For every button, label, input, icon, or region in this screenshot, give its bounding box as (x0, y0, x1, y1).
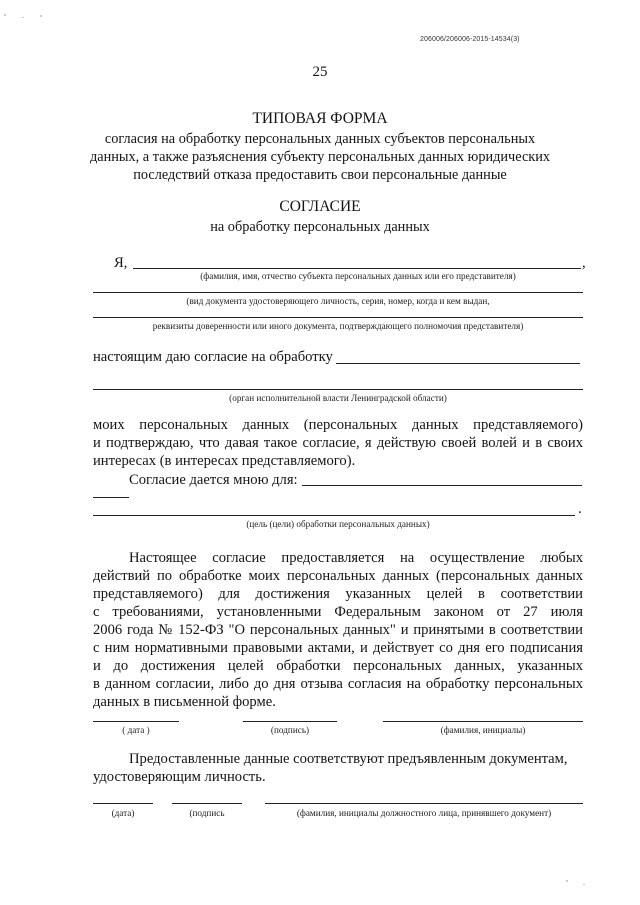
paragraph-line: Настоящее согласие предоставляется на осуществление любых (129, 550, 583, 566)
sig2-signature-line[interactable] (172, 803, 242, 804)
sig1-signature-line[interactable] (243, 721, 337, 722)
paragraph-line: с требованиями, установленными Федеральным законом от 27 июля (93, 604, 583, 620)
give-consent-label: настоящим даю согласие на обработку (93, 349, 333, 365)
form-subtitle-line: последствий отказа предоставить свои персональные данные (133, 167, 507, 183)
sig1-date-line[interactable] (93, 721, 179, 722)
paragraph-line: Предоставленные данные соответствуют предъявленным документам, (129, 751, 568, 767)
scan-speck (22, 17, 24, 18)
paragraph-line: и подтверждаю, что давая такое согласие, я действую своей волей и в своих (93, 435, 583, 451)
processing-field-line[interactable] (336, 363, 580, 364)
purpose-field-line-2[interactable] (93, 497, 129, 498)
scan-speck (40, 15, 42, 17)
paragraph-verification (93, 750, 583, 786)
paragraph-line: данных в письменной форме. (93, 694, 276, 710)
form-subtitle-line: согласия на обработку персональных данных субъектов персональных (104, 131, 536, 147)
caption-purpose: (цель (цели) обработки персональных данных) (246, 519, 430, 529)
paragraph-line: в данном согласии, либо до дня отзыва согласия на обработку персональных (93, 676, 583, 692)
sig1-date-caption: ( дата ) (122, 725, 150, 735)
caption-document: (вид документа удостоверяющего личность, серия, номер, когда и кем выдан, (186, 296, 490, 306)
scan-speck (583, 884, 585, 885)
paragraph-line: удостоверяющим личность. (93, 769, 266, 785)
sig1-name-line[interactable] (383, 721, 583, 722)
paragraph-line: действий по обработке моих персональных данных (персональных данных (93, 568, 583, 584)
sig2-date-caption: (дата) (111, 808, 135, 818)
ya-comma: , (582, 255, 586, 271)
form-subtitle (60, 130, 580, 184)
sig1-signature-caption: (подпись) (270, 725, 310, 735)
form-subtitle-line: данных, а также разъяснения субъекту персональных данных юридических (89, 149, 551, 165)
paragraph-personal-data (93, 416, 583, 470)
organ-field-line[interactable] (93, 389, 583, 390)
details-field-line[interactable] (93, 317, 583, 318)
caption-organ: (орган исполнительной власти Ленинградской области) (229, 393, 447, 403)
caption-details: реквизиты доверенности или иного документа, подтверждающего полномочия представителя) (152, 321, 524, 331)
sig2-name-caption: (фамилия, инициалы должностного лица, принявшего документ) (296, 808, 552, 818)
sig1-name-caption: (фамилия, инициалы) (440, 725, 526, 735)
sig2-date-line[interactable] (93, 803, 153, 804)
purpose-field-line-1[interactable] (302, 485, 582, 486)
paragraph-line: представляемого) для достижения указанных целей в соответствии (93, 586, 583, 602)
paragraph-line: 2006 года № 152-ФЗ "О персональных данных" и принятыми в соответствии (93, 622, 583, 638)
scan-speck (4, 14, 6, 16)
paragraph-line: с ним нормативными правовыми актами, и действует со дня его подписания (93, 640, 583, 656)
given-for-label: Согласие дается мною для: (129, 472, 298, 488)
paragraph-line: моих персональных данных (персональных данных представляемого) (93, 417, 583, 433)
form-title: ТИПОВАЯ ФОРМА (252, 110, 388, 127)
document-field-line[interactable] (93, 292, 583, 293)
consent-heading: СОГЛАСИЕ (279, 198, 361, 215)
fio-field-line[interactable] (133, 268, 581, 269)
sig2-name-line[interactable] (265, 803, 583, 804)
paragraph-line: и до достижения целей обработки персональных данных, указанных (93, 658, 583, 674)
sig2-signature-caption: (подпись (189, 808, 225, 818)
scan-speck (566, 880, 568, 882)
purpose-dot: . (578, 501, 582, 517)
paragraph-line: интересах (в интересах представляемого). (93, 453, 356, 469)
ya-label: Я, (114, 255, 128, 271)
paragraph-consent-terms (93, 549, 583, 711)
consent-subheading: на обработку персональных данных (210, 219, 430, 235)
purpose-field-line-3[interactable] (93, 515, 575, 516)
page-number: 25 (312, 64, 328, 80)
document-number: 206006/206006-2015-14534(3) (420, 36, 520, 43)
caption-fio: (фамилия, имя, отчество субъекта персональных данных или его представителя) (200, 271, 516, 281)
